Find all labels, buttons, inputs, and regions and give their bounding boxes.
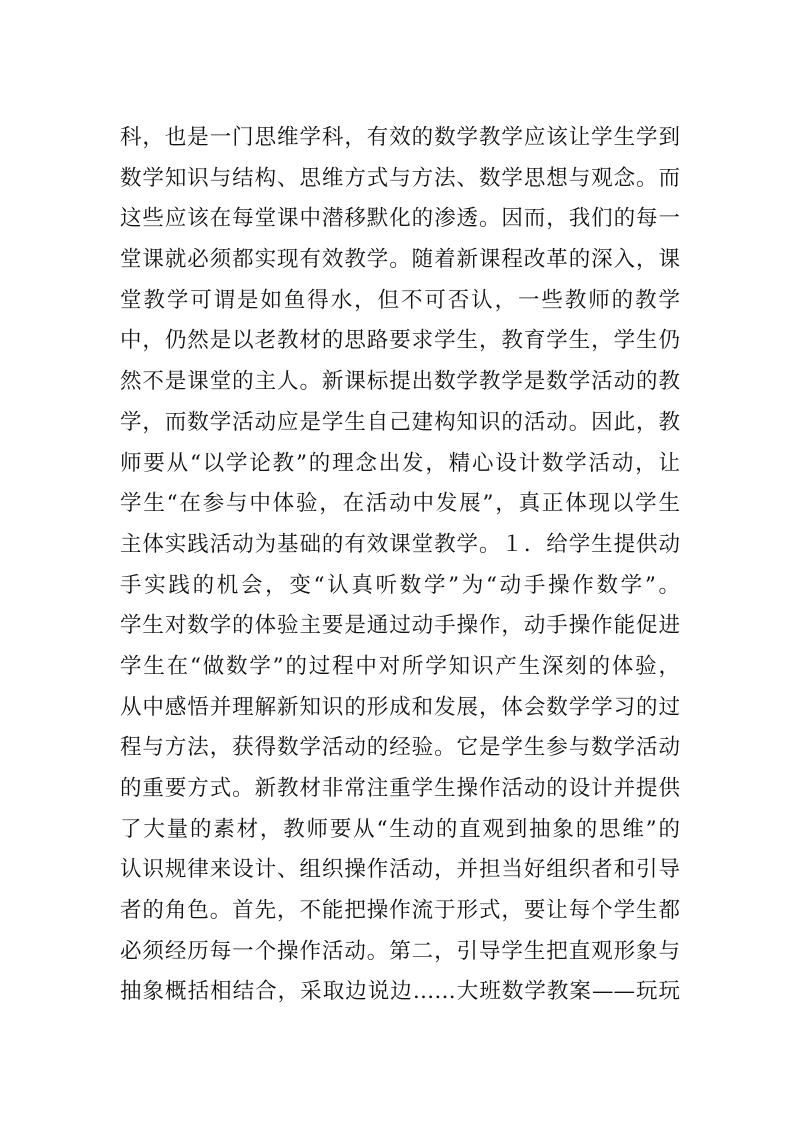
- text-line: 数学知识与结构、思维方式与方法、数学思想与观念。而: [120, 165, 680, 191]
- text-line: 师要从“以学论教”的理念出发，精心设计数学活动，让: [120, 450, 680, 476]
- text-line: 学，而数学活动应是学生自己建构知识的活动。因此，教: [120, 409, 680, 435]
- text-line: 这些应该在每堂课中潜移默化的渗透。因而，我们的每一: [120, 206, 680, 232]
- text-line: 学生在“做数学”的过程中对所学知识产生深刻的体验，: [120, 653, 680, 679]
- text-line: 程与方法，获得数学活动的经验。它是学生参与数学活动: [120, 735, 680, 761]
- text-line: 的重要方式。新教材非常注重学生操作活动的设计并提供: [120, 776, 680, 801]
- text-line: 抽象概括相结合，采取边说边……大班数学教案——玩玩: [120, 979, 680, 1005]
- text-line: 手实践的机会，变“认真听数学”为“动手操作数学”。: [120, 572, 680, 598]
- text-line: 科，也是一门思维学科，有效的数学教学应该让学生学到: [120, 125, 680, 150]
- text-line: 学生对数学的体验主要是通过动手操作，动手操作能促进: [120, 613, 680, 639]
- text-line: 了大量的素材，教师要从“生动的直观到抽象的思维”的: [120, 816, 680, 842]
- body-text: [120, 118, 680, 1013]
- text-line: 认识规律来设计、组织操作活动，并担当好组织者和引导: [120, 857, 680, 883]
- text-line: 从中感悟并理解新知识的形成和发展，体会数学学习的过: [120, 694, 680, 720]
- text-line: 堂教学可谓是如鱼得水，但不可否认，一些教师的教学: [120, 287, 680, 313]
- text-line: 然不是课堂的主人。新课标提出数学教学是数学活动的教: [120, 369, 680, 395]
- text-line: 中，仍然是以老教材的思路要求学生，教育学生，学生仍: [120, 328, 680, 354]
- text-line: 堂课就必须都实现有效教学。随着新课程改革的深入，课: [120, 247, 680, 273]
- text-line: 者的角色。首先，不能把操作流于形式，要让每个学生都: [120, 898, 680, 924]
- text-line: 必须经历每一个操作活动。第二，引导学生把直观形象与: [120, 938, 680, 964]
- text-line: 主体实践活动为基础的有效课堂教学。１．给学生提供动: [120, 531, 680, 557]
- text-line: 学生“在参与中体验，在活动中发展”，真正体现以学生: [120, 491, 680, 517]
